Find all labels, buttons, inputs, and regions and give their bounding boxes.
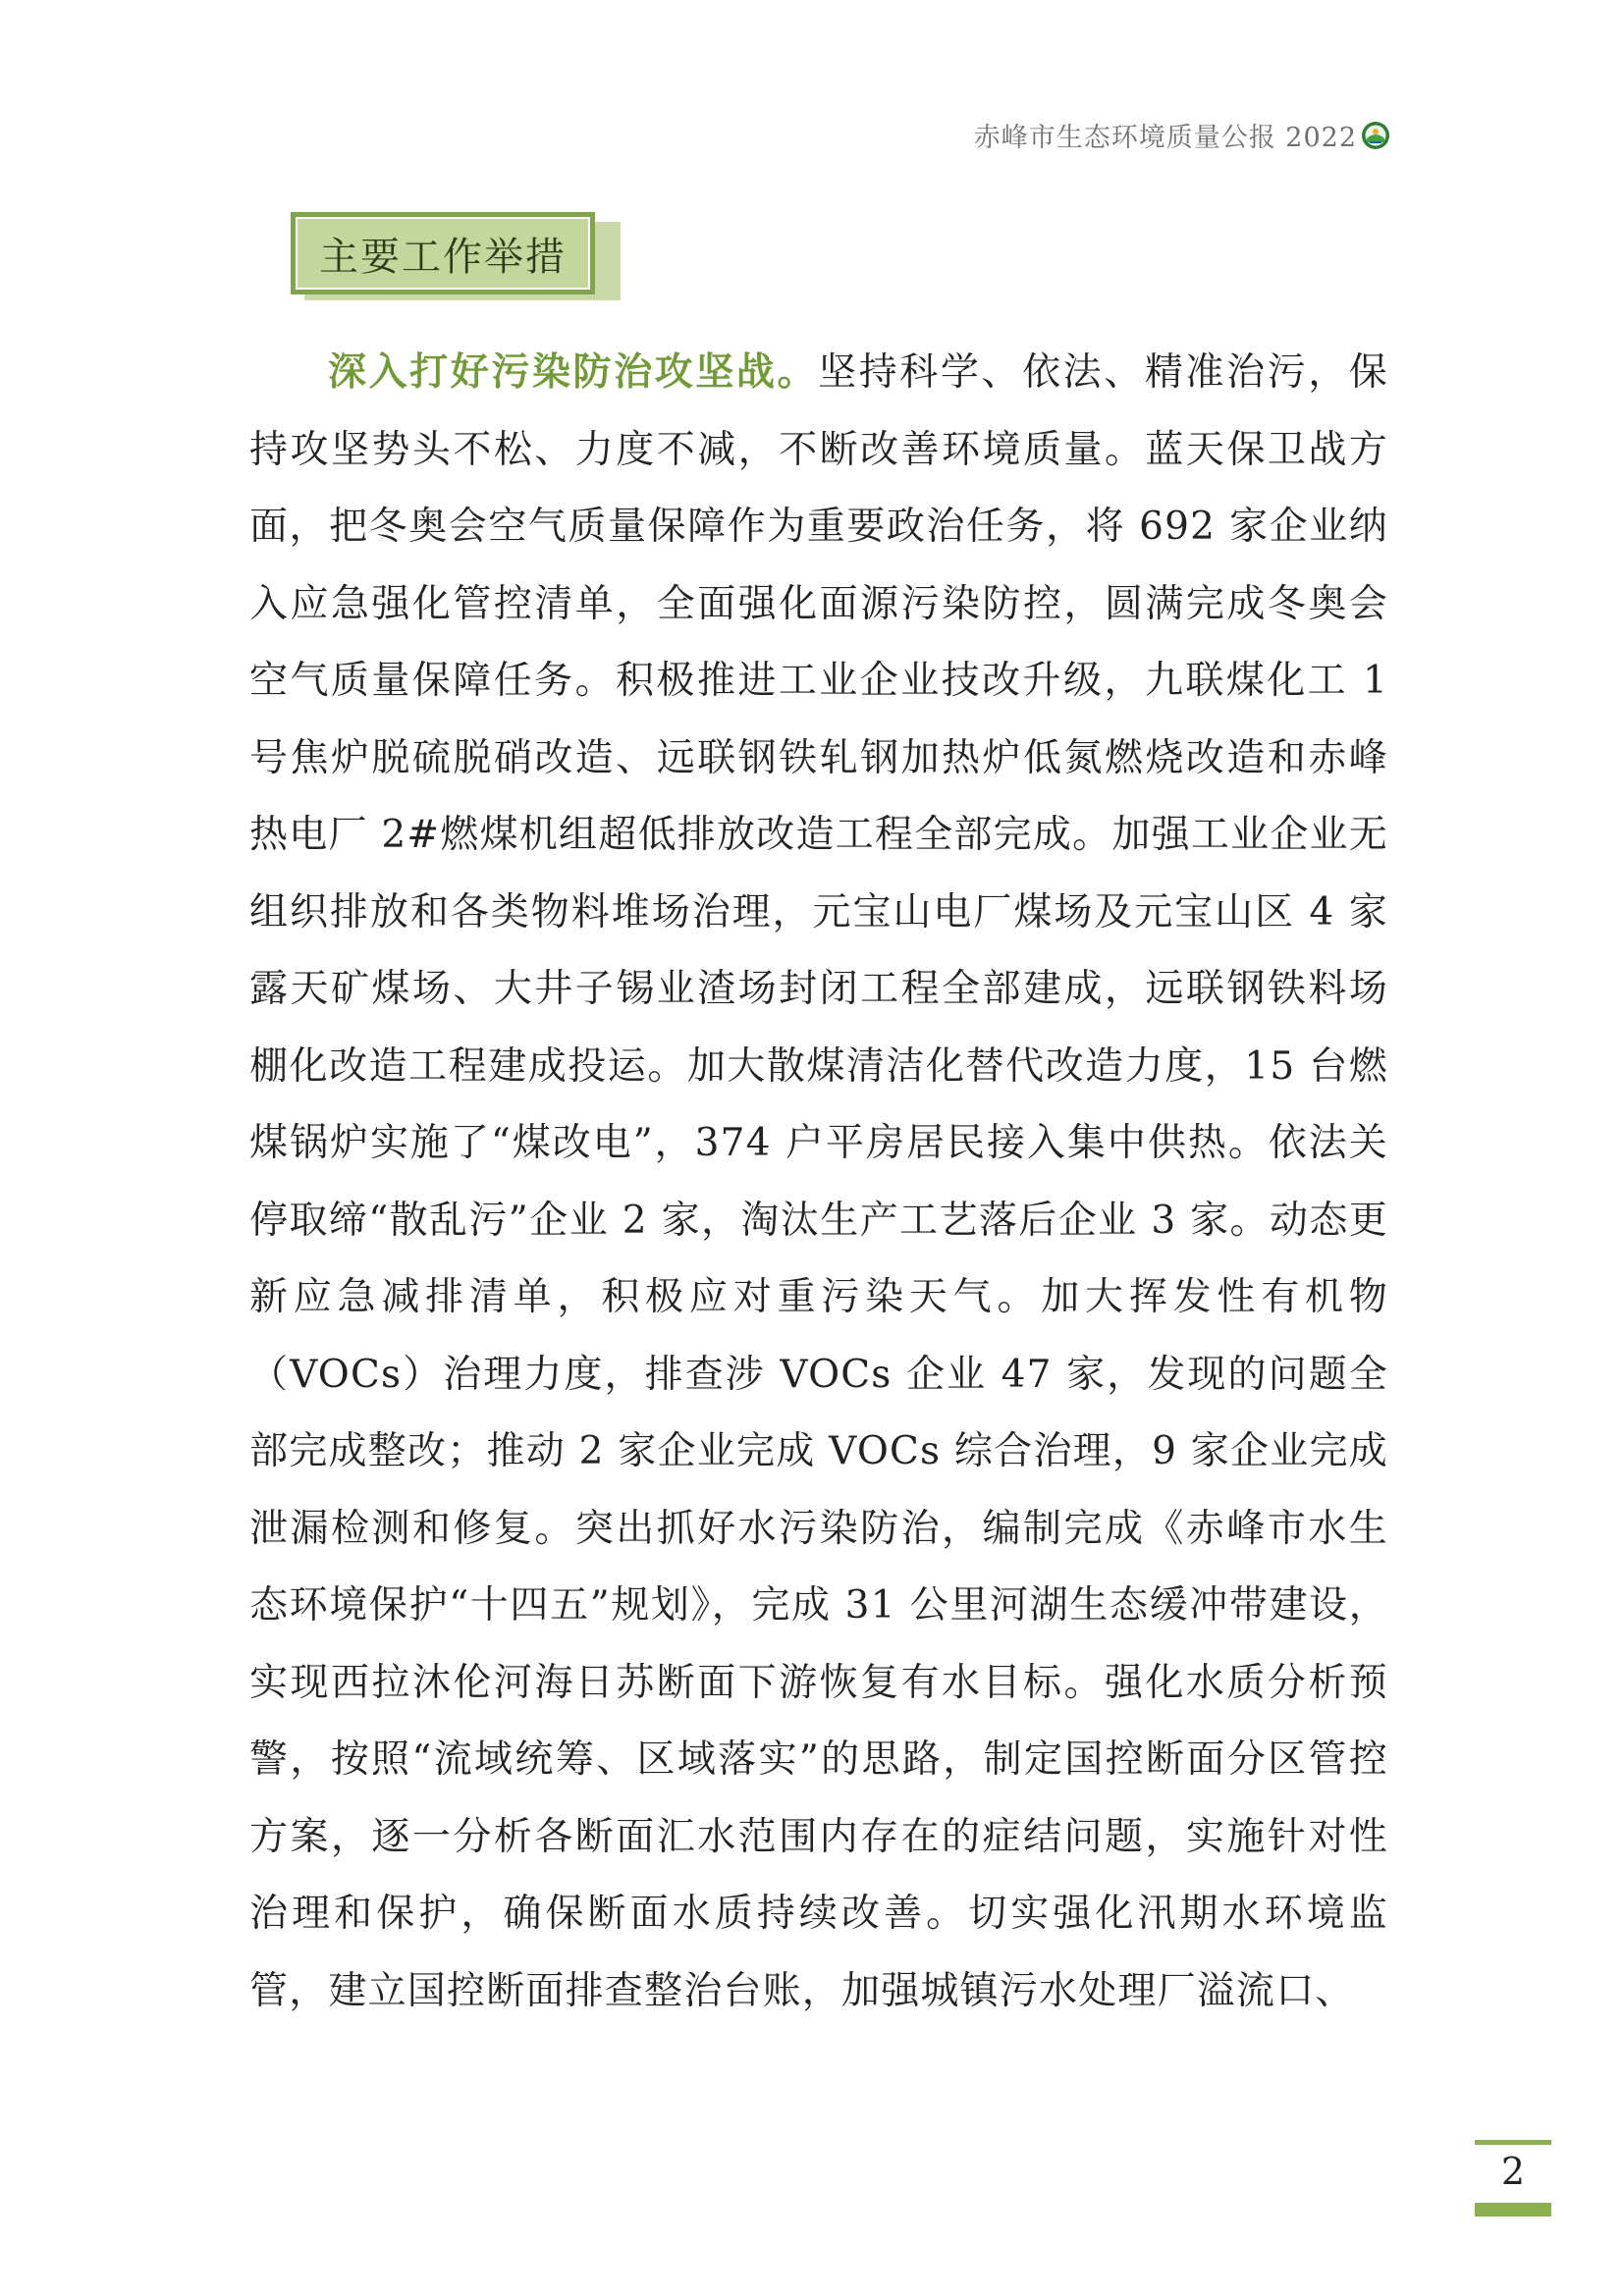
page-header	[974, 116, 1390, 154]
section-tag-inner	[296, 217, 590, 290]
page-number-bottom-bar	[1475, 2203, 1551, 2216]
section-heading-tag	[291, 212, 624, 306]
report-title: 赤峰市生态环境质量公报 2022	[973, 123, 1357, 153]
body-paragraph	[249, 334, 1388, 2030]
paragraph-lead: 深入打好污染防治攻坚战。	[328, 349, 819, 395]
section-title: 主要工作举措	[319, 234, 567, 280]
page-number-top-rule	[1475, 2140, 1551, 2145]
paragraph-text: 坚持科学、依法、精准治污，保持攻坚势头不松、力度不减，不断改善环境质量。蓝天保卫战方面，把冬奥会空气质量保障作为重要政治任务，将 692 家企业纳入应急强化管控清单，全面强化面源污染防控，圆满完成冬奥会空气质量保障任务。积极推进工业企业技改升级，九联煤化工 1 号焦炉脱硫脱硝改造、远联钢铁轧钢加热炉低氮燃烧改造和赤峰热电厂 2#燃煤机组超低排放改造工程全部完成。加强工业企业无组织排放和各类物料堆场治理，元宝山电厂煤场及元宝山区 4 家露天矿煤场、大井子锡业渣场封闭工程全部建成，远联钢铁料场棚化改造工程建成投运。加大散煤清洁化替代改造力度，15 台燃煤锅炉实施了“煤改电”，374 户平房居民接入集中供热。依法关停取缔“散乱污”企业 2 家，淘汰生产工艺落后企业 3 家。动态更新应急减排清单，积极应对重污染天气。加大挥发性有机物（VOCs）治理力度，排查涉 VOCs 企业 47 家，发现的问题全部完成整改；推动 2 家企业完成 VOCs 综合治理，9 家企业完成泄漏检测和修复。突出抓好水污染防治，编制完成《赤峰市水生态环境保护“十四五”规划》，完成 31 公里河湖生态缓冲带建设，实现西拉沐伦河海日苏断面下游恢复有水目标。强化水质分析预警，按照“流域统筹、区域落实”的思路，制定国控断面分区管控方案，逐一分析各断面汇水范围内存在的症结问题，实施针对性治理和保护，确保断面水质持续改善。切实强化汛期水环境监管，建立国控断面排查整治台账，加强城镇污水处理厂溢流口、	[249, 350, 1388, 2013]
page-number: 2	[1500, 2150, 1526, 2193]
section-tag-box	[291, 212, 595, 294]
page-number-block	[1475, 2140, 1551, 2211]
environment-emblem-icon	[1361, 121, 1390, 150]
